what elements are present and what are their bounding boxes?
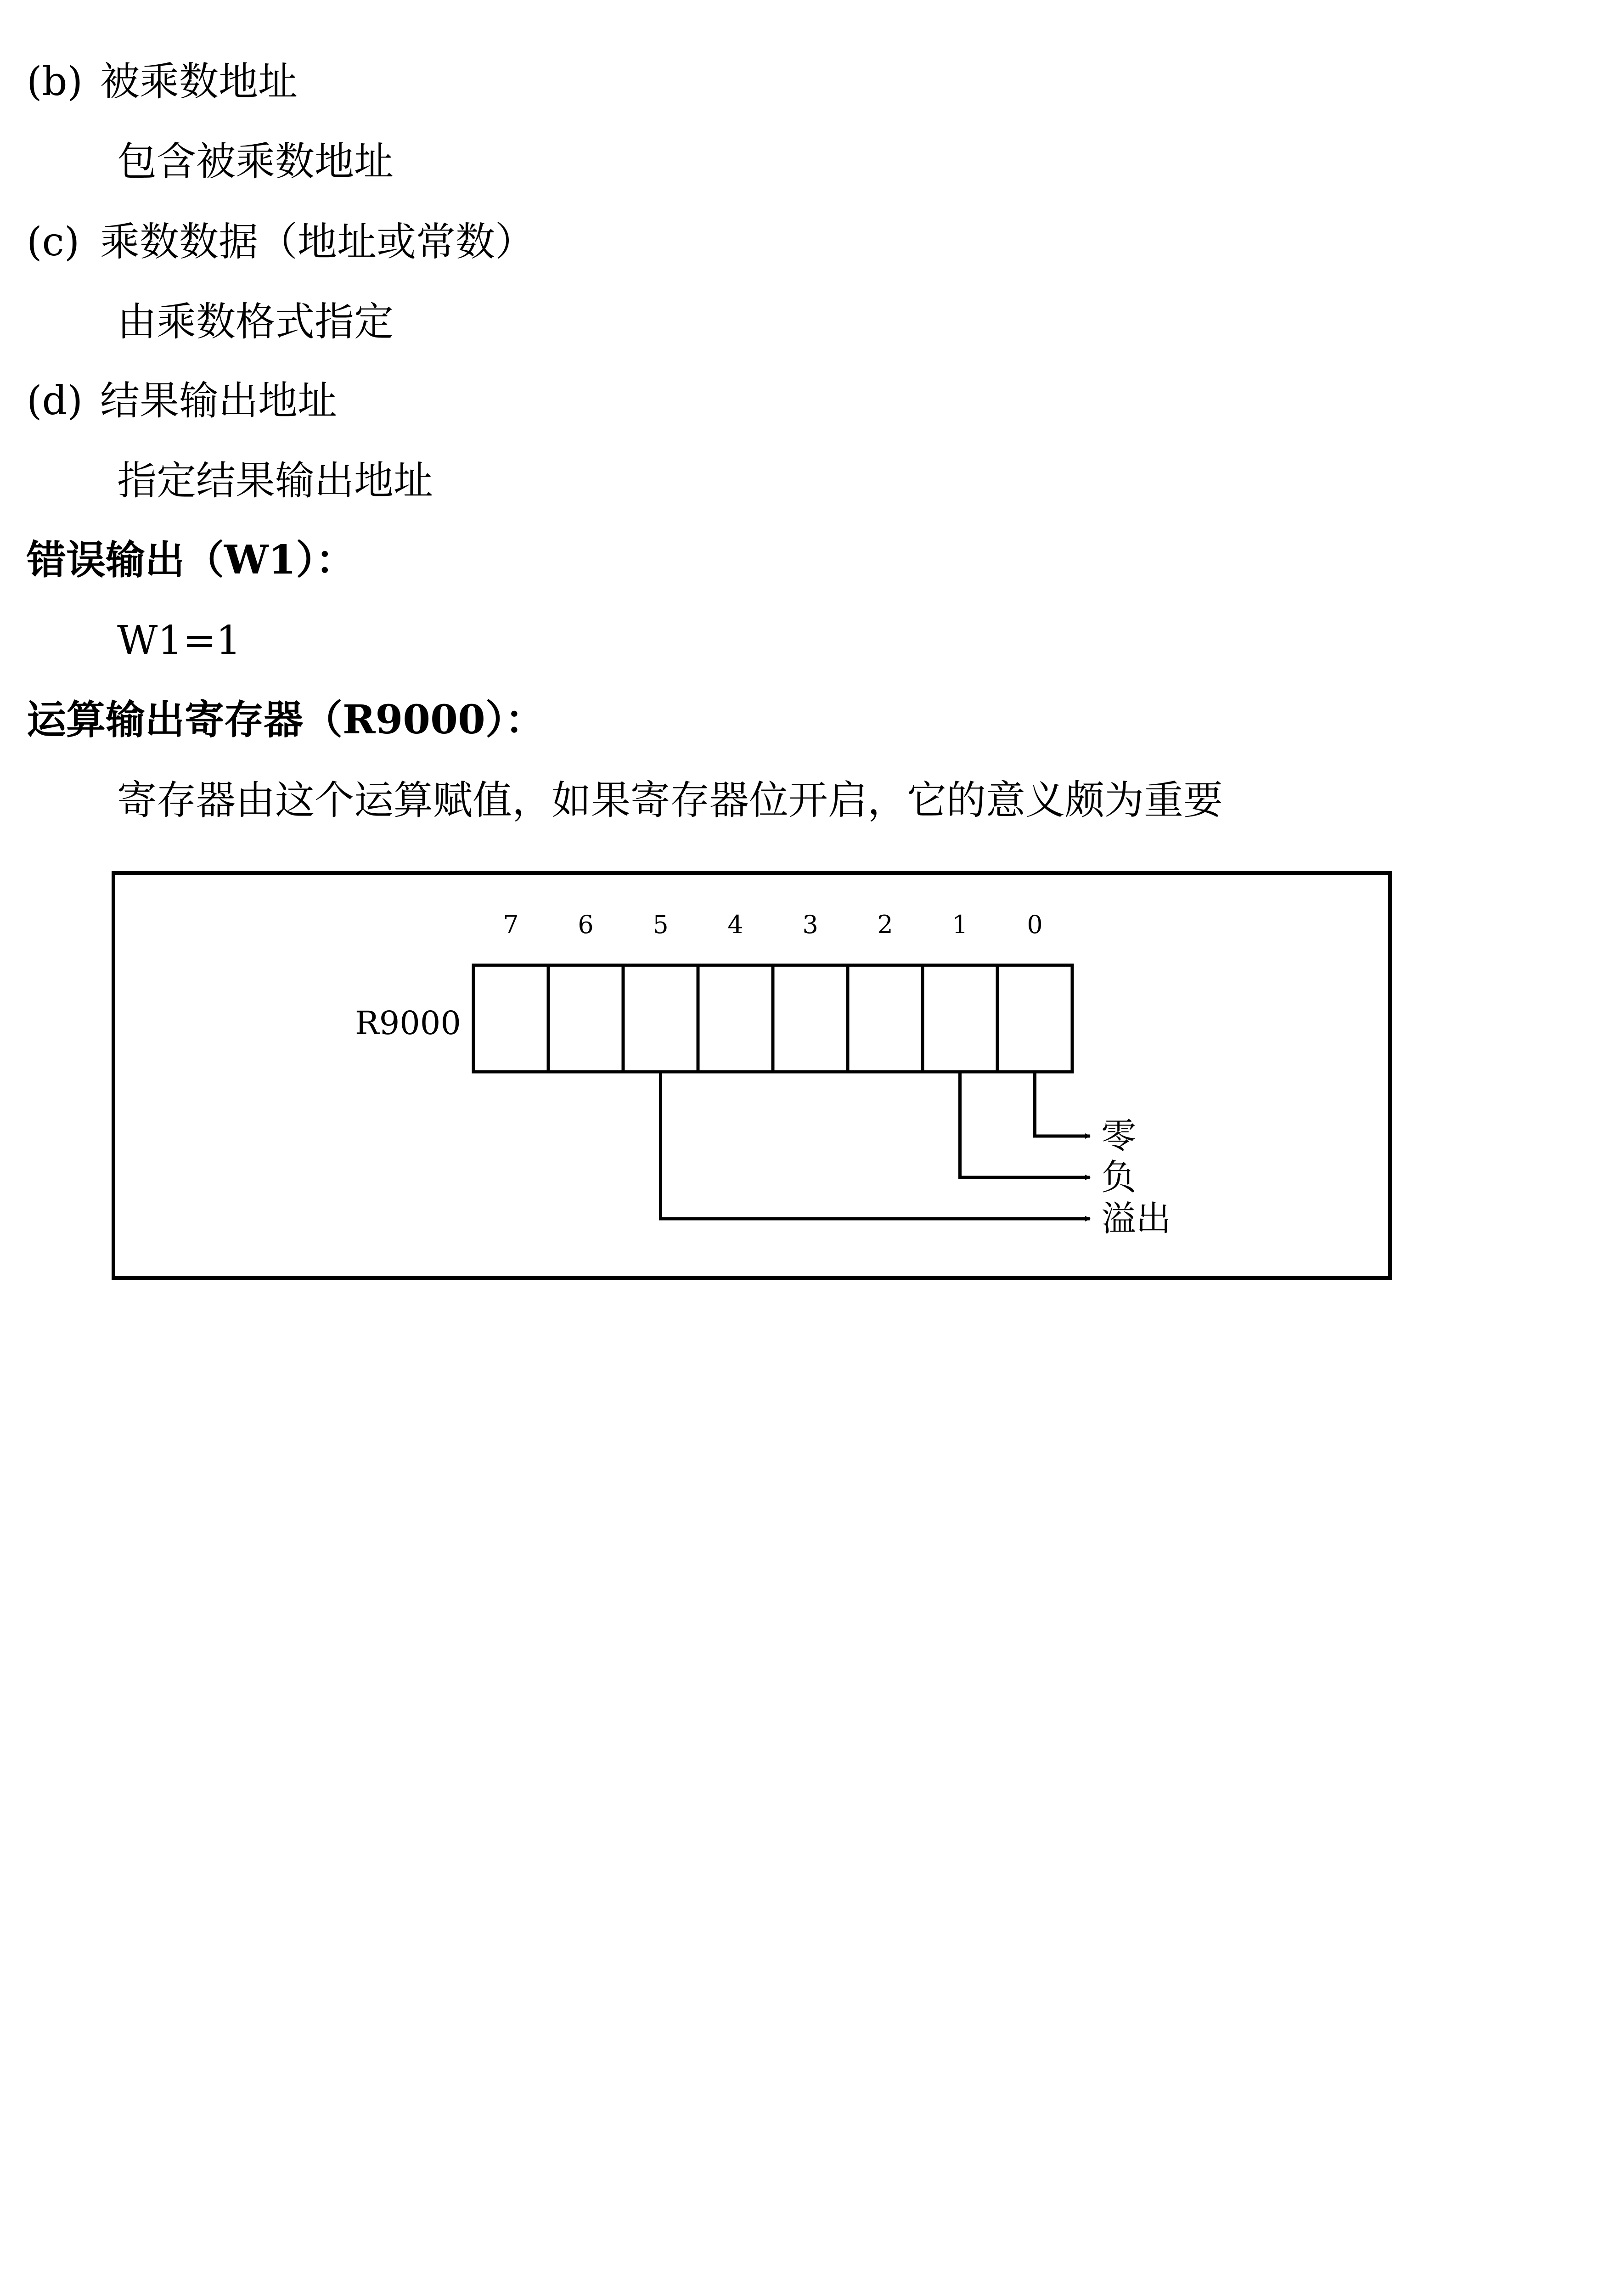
bit-number-3: 3 [802,910,818,939]
register-heading: 运算输出寄存器（R9000）： [27,697,545,743]
item-d-title-line [27,378,337,424]
bit-number-7: 7 [503,910,519,939]
item-b-title: 被乘数地址 [100,59,298,105]
item-c-label: (c) [27,219,80,265]
item-c-title: 乘数数据（地址或常数） [100,219,535,265]
bit-number-5: 5 [653,910,669,939]
bit-number-6: 6 [578,910,594,939]
bit-cell-3 [773,965,848,1072]
flag-arrows [661,1072,1171,1239]
bit-cells [473,965,1072,1072]
flag-label-bit-5: 溢出 [1101,1198,1171,1239]
item-d-title: 结果输出地址 [100,378,337,424]
register-name: R9000 [355,1004,461,1042]
bit-cell-6 [548,965,623,1072]
register-description: 寄存器由这个运算赋值，如果寄存器位开启，它的意义颇为重要 [117,777,1223,823]
flag-label-bit-0: 零 [1101,1115,1136,1156]
register-diagram [112,871,1393,1280]
item-b-desc: 包含被乘数地址 [117,139,394,185]
bit-cell-7 [473,965,548,1072]
flag-arrow-bit-0 [1035,1072,1090,1136]
flag-arrow-bit-1 [960,1072,1090,1177]
error-output-value: W1=1 [117,618,241,664]
item-b-title-line [27,59,298,105]
item-d-desc: 指定结果输出地址 [117,458,433,504]
item-b-label: (b) [27,59,83,105]
bit-number-1: 1 [952,910,968,939]
item-c-desc: 由乘数格式指定 [117,299,394,345]
bit-cell-0 [997,965,1072,1072]
item-d-label: (d) [27,378,83,424]
bit-cell-1 [923,965,997,1072]
bit-number-4: 4 [727,910,743,939]
register-diagram-svg [112,871,1393,1280]
flag-label-bit-1: 负 [1101,1157,1136,1198]
bit-cell-4 [698,965,773,1072]
item-c-title-line [27,219,535,265]
error-output-heading: 错误输出（W1）： [27,537,355,583]
bit-cell-5 [623,965,698,1072]
bit-number-2: 2 [877,910,893,939]
bit-number-0: 0 [1027,910,1043,939]
flag-arrow-bit-5 [661,1072,1090,1219]
bit-labels [503,910,1042,939]
bit-cell-2 [848,965,923,1072]
